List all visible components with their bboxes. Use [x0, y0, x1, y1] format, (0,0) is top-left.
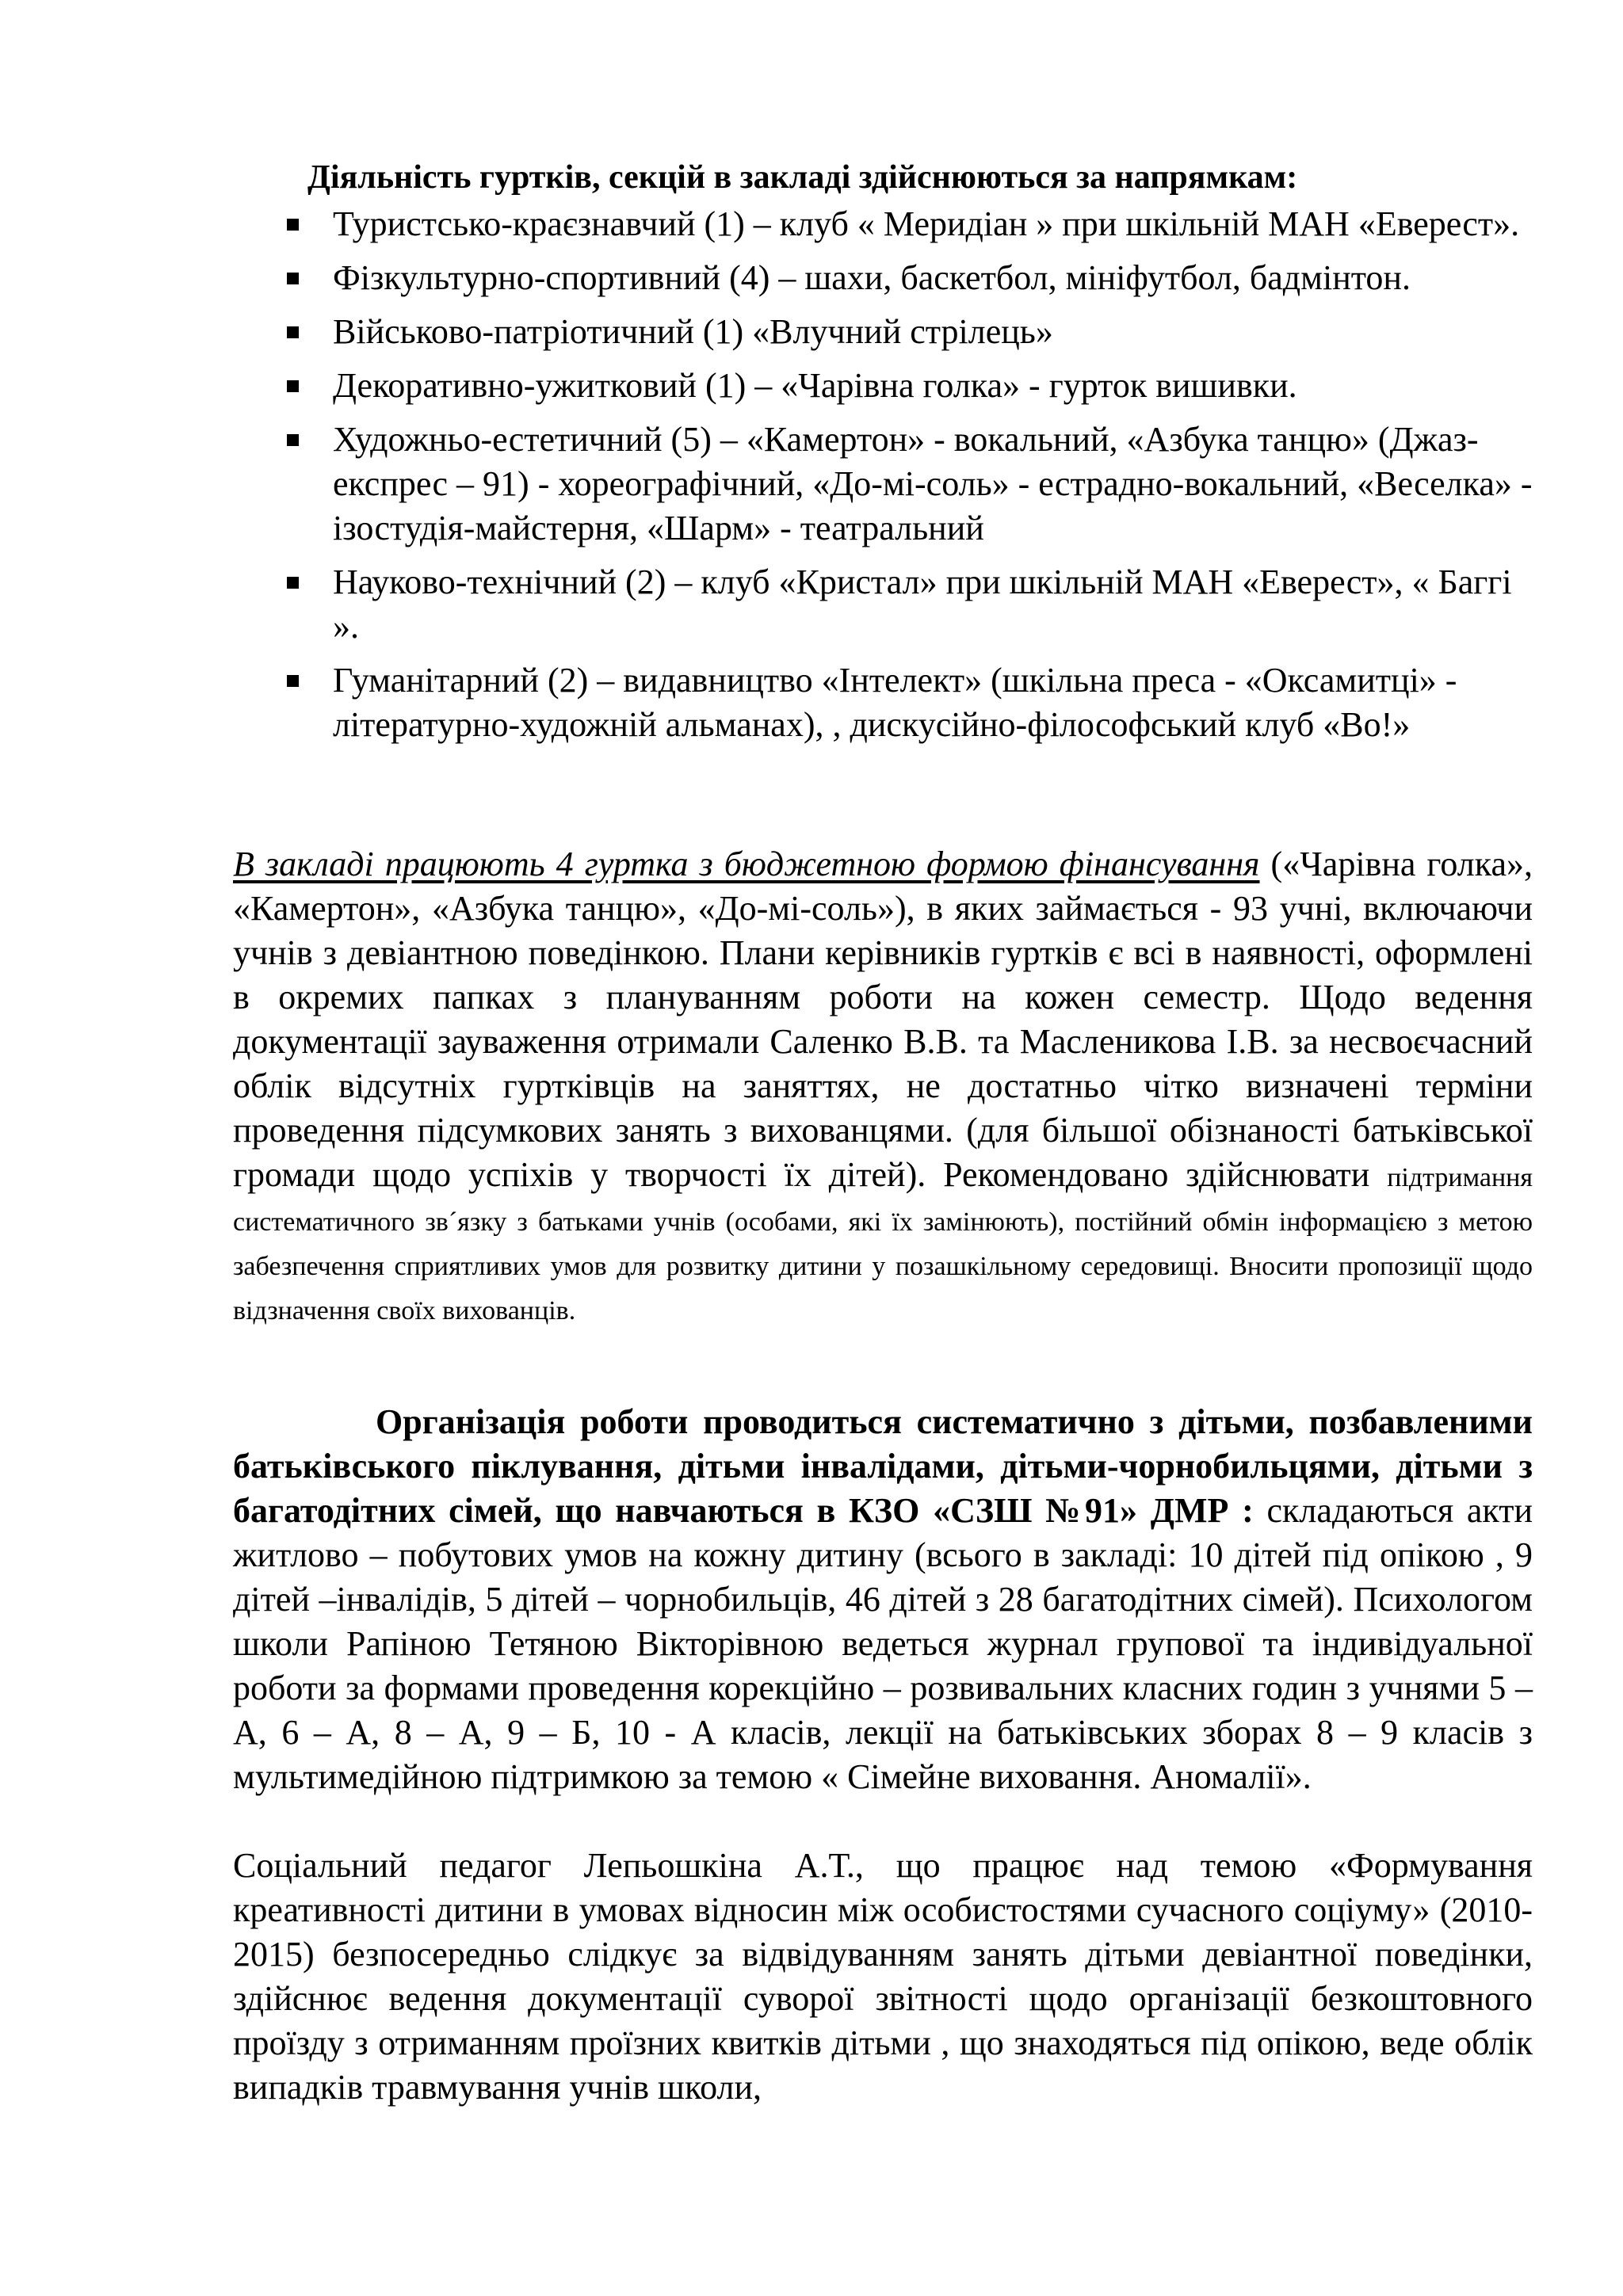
organization-bold-text: Організація роботи проводиться систематично з дітьми, позбавленими батьківського піклування, дітьми інвалідами, дітьми-чорнобильцями, дітьми з багатодітних сімей, що навчаються в КЗО «СЗШ №91» ДМР :: [233, 1402, 1533, 1530]
budget-intro: В закладі працюють 4 гуртка з бюджетною формою фінансування: [233, 845, 1260, 883]
directions-list: [285, 202, 1537, 757]
organization-paragraph: [233, 1400, 1533, 1799]
square-bullet-icon: [287, 326, 299, 338]
organization-text: складаються акти житлово – побутових умов на кожну дитину (всього в закладі: 10 дітей під опікою , 9 дітей –інвалідів, 5 дітей – чорнобильців, 46 дітей з 28 багатодітних сімей). Психологом школи Рапіною Тетяною Вікторівною ведеться журнал групової та індивідуальної роботи за формами проведення корекційно – розвивальних класних годин з учнями 5 – А, 6 – А, 8 – А, 9 – Б, 10 - А класів, лекції на батьківських зборах 8 – 9 класів з мультимедійною підтримкою за темою « Сімейне виховання. Аномалії».: [233, 1491, 1533, 1796]
list-item: [285, 310, 1537, 354]
social-paragraph: Соціальний педагог Лепьошкіна А.Т., що працює над темою «Формування креативності дитини в умовах відносин між особистостями сучасного соціуму» (2010-2015) безпосередньо слідкує за відвідуванням занять дітьми девіантної поведінки, здійснює ведення документації суворої звітності щодо організації безкоштовного проїзду з отриманням проїзних квитків дітьми , що знаходяться під опікою, веде облік випадків травмування учнів школи,: [233, 1846, 1533, 2107]
list-item-text: Художньо-естетичний (5) – «Камертон» - вокальний, «Азбука танцю» (Джаз-експрес – 91) - хореографічний, «До-мі-соль» - естрадно-вокальний, «Веселка» - ізостудія-майстерня, «Шарм» - театральний: [333, 420, 1533, 547]
list-item-text: Науково-технічний (2) – клуб «Кристал» при шкільній МАН «Еверест», « Баггі ».: [333, 563, 1512, 646]
list-item-text: Туристсько-краєзнавчий (1) – клуб « Меридіан » при шкільній МАН «Еверест».: [333, 204, 1520, 243]
budget-small-text: підтримання систематичного зв´язку з батьками учнів (особами, які їх замінюють), постійний обмін інформацією з метою забезпечення сприятливих умов для розвитку дитини у позашкільному середовищі. Вносити пропозиції щодо відзначення своїх вихованців.: [233, 1163, 1533, 1325]
square-bullet-icon: [287, 434, 299, 446]
list-item: [285, 418, 1537, 551]
square-bullet-icon: [287, 380, 299, 392]
list-item-text: Фізкультурно-спортивний (4) – шахи, баскетбол, мініфутбол, бадмінтон.: [333, 258, 1411, 297]
square-bullet-icon: [287, 273, 299, 284]
list-item: [285, 364, 1537, 408]
budget-main-text: («Чарівна голка», «Камертон», «Азбука танцю», «До-мі-соль»), в яких займається - 93 учні, включаючи учнів з девіантною поведінкою. Плани керівників гуртків є всі в наявності, оформлені в окремих папках з плануванням роботи на кожен семестр. Щодо ведення документації зауваження отримали Саленко В.В. та Масленикова І.В. за несвоєчасний облік відсутніх гуртківців на заняттях, не достатньо чітко визначені терміни проведення підсумкових занять з вихованцями. (для більшої обізнаності батьківської громади щодо успіхів у творчості їх дітей). Рекомендовано здійснювати: [233, 845, 1533, 1194]
square-bullet-icon: [287, 577, 299, 589]
list-item-text: Декоративно-ужитковий (1) – «Чарівна голка» - гурток вишивки.: [333, 366, 1297, 405]
section-heading: Діяльність гуртків, секцій в закладі здійснюються за напрямкам:: [307, 159, 1298, 196]
list-item-text: Військово-патріотичний (1) «Влучний стрілець»: [333, 312, 1053, 351]
list-item: [285, 560, 1537, 649]
budget-paragraph: [233, 842, 1533, 1330]
list-item: [285, 256, 1537, 300]
square-bullet-icon: [287, 219, 299, 231]
list-item: [285, 658, 1537, 747]
list-item-text: Гуманітарний (2) – видавництво «Інтелект» (шкільна преса - «Оксамитці» - літературно-художній альманах), , дискусійно-філософський клуб «Во!»: [333, 661, 1457, 744]
list-item: [285, 202, 1537, 246]
square-bullet-icon: [287, 675, 299, 687]
